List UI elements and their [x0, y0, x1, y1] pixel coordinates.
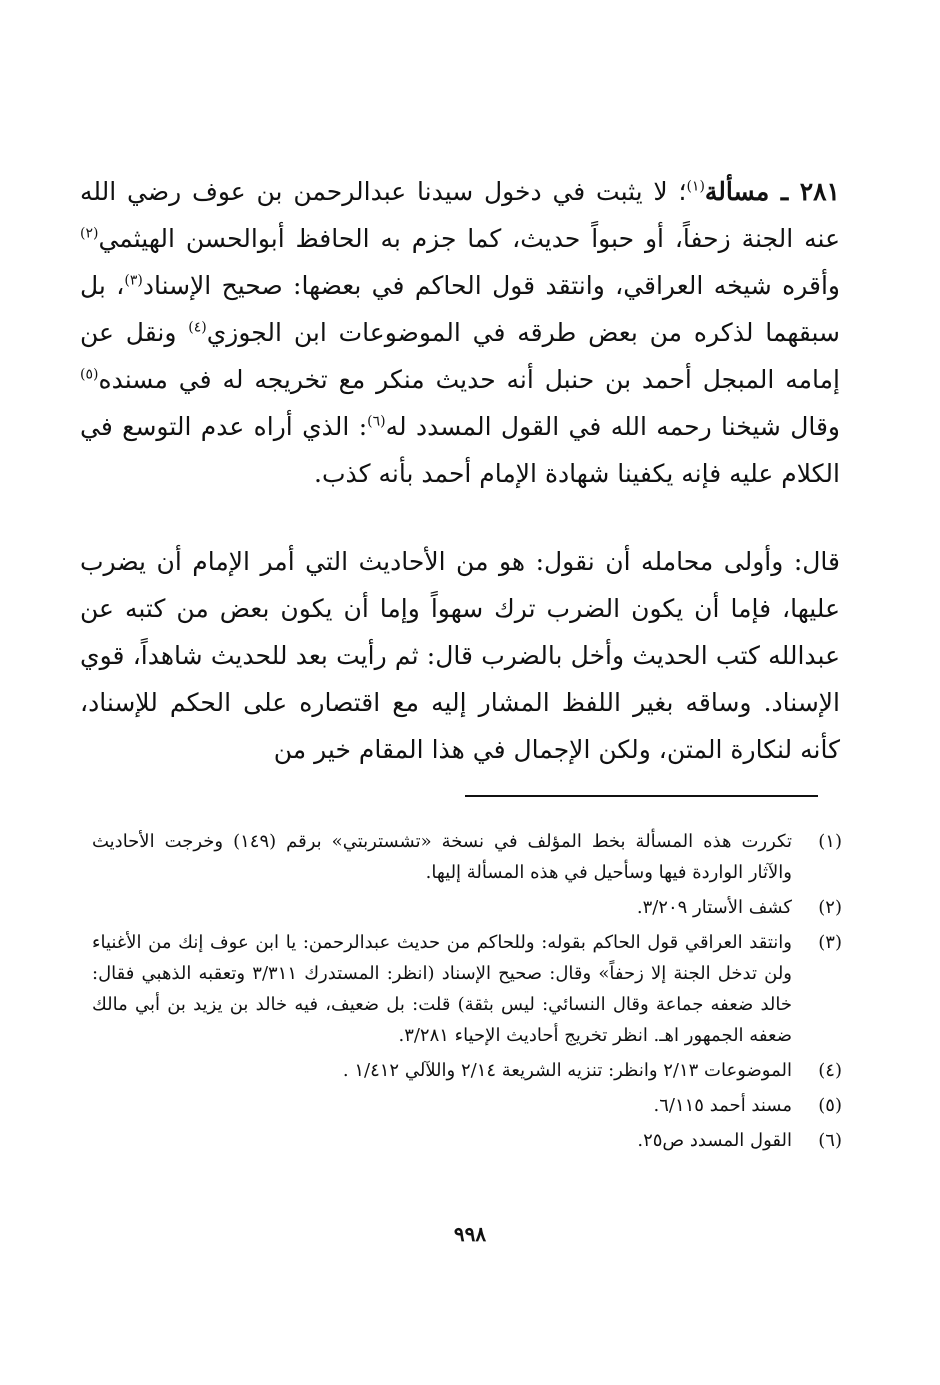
paragraph-1-part-1: ؛ لا يثبت في دخول سيدنا عبدالرحمن بن عوف رضي الله عنه الجنة زحفاً، أو حبواً حديث، كما جزم به الحافظ أبوالحسن الهيثمي	[80, 177, 840, 253]
footnotes-list	[92, 826, 842, 1160]
issue-title: مسألة	[704, 177, 770, 206]
paragraph-1-part-5: وقال شيخنا رحمه الله في القول المسدد له	[385, 412, 840, 441]
footnote-3	[92, 927, 842, 1051]
footnote-ref-4: (٤)	[188, 319, 207, 336]
footnote-text: الموضوعات ٢/١٣ وانظر: تنزيه الشريعة ٢/١٤ واللآلي ١/٤١٢ .	[342, 1060, 792, 1081]
page-number: ٩٩٨	[453, 1222, 487, 1246]
paragraph-1-part-4: ونقل عن إمامه المبجل أحمد بن حنبل أنه حديث منكر مع تخريجه له في مسنده	[80, 318, 840, 394]
issue-heading	[705, 177, 840, 206]
footnote-ref-1: (١)	[686, 178, 705, 195]
footnote-1	[92, 826, 842, 888]
footnote-ref-3: (٣)	[124, 272, 143, 289]
issue-number: ٢٨١ ـ	[780, 177, 840, 206]
footnote-2	[92, 892, 842, 923]
footnote-4	[92, 1055, 842, 1086]
footnote-6	[92, 1125, 842, 1156]
footnote-number: (٤)	[818, 1060, 842, 1081]
footnote-text: مسند أحمد ٦/١١٥.	[653, 1095, 792, 1116]
paragraph-issue-281	[80, 168, 840, 497]
footnote-number: (١)	[818, 831, 842, 852]
paragraph-1-part-3: ، بل سبقهما لذكره من بعض طرقه في الموضوعات ابن الجوزي	[80, 271, 841, 347]
footnote-number: (٦)	[818, 1130, 842, 1151]
paragraph-1-part-6: : الذي أراه عدم التوسع في الكلام عليه فإنه يكفينا شهادة الإمام أحمد بأنه كذب.	[80, 412, 840, 488]
main-text	[80, 168, 840, 773]
paragraph-2: قال: وأولى محامله أن نقول: هو من الأحاديث التي أمر الإمام أن يضرب عليها، فإما أن يكون الضرب ترك سهواً وإما أن يكون بعض من كتبه عن عبدالله كتب الحديث وأخل بالضرب قال: ثم رأيت بعد للحديث شاهداً، قوي الإسناد. وساقه بغير اللفظ المشار إليه مع اقتصاره على الحكم للإسناد، كأنه لنكارة المتن، ولكن الإجمال في هذا المقام خير من	[80, 547, 840, 764]
footnote-text: وانتقد العراقي قول الحاكم بقوله: وللحاكم من حديث عبدالرحمن: يا ابن عوف إنك من الأغنياء ولن تدخل الجنة إلا زحفاً» وقال: صحيح الإسناد (انظر: المستدرك ٣/٣١١ وتعقبه الذهبي فقال: خالد ضعفه جماعة وقال النسائي: ليس بثقة) قلت: بل ضعيف، فيه خالد بن يزيد بن أبي مالك ضعفه الجمهور اهـ. انظر تخريج أحاديث الإحياء ٣/٢٨١.	[92, 932, 793, 1046]
footnote-number: (٢)	[818, 897, 842, 918]
footnote-number: (٣)	[818, 932, 842, 953]
footnote-separator	[465, 795, 818, 797]
paragraph-1-part-2: وأقره شيخه العراقي، وانتقد قول الحاكم في بعضها: صحيح الإسناد	[142, 271, 840, 300]
footnote-text: كشف الأستار ٣/٢٠٩.	[636, 897, 792, 918]
footnote-ref-5: (٥)	[80, 366, 99, 383]
footnote-text: القول المسدد ص٢٥.	[637, 1130, 792, 1151]
footnote-text: تكررت هذه المسألة بخط المؤلف في نسخة «تشستربتي» برقم (١٤٩) وخرجت الأحاديث والآثار الواردة فيها وسأحيل في هذه المسألة إليها.	[92, 831, 792, 883]
footnote-ref-6: (٦)	[367, 413, 386, 430]
footnote-5	[92, 1090, 842, 1121]
footnote-number: (٥)	[818, 1095, 842, 1116]
footnote-ref-2: (٢)	[80, 225, 99, 242]
